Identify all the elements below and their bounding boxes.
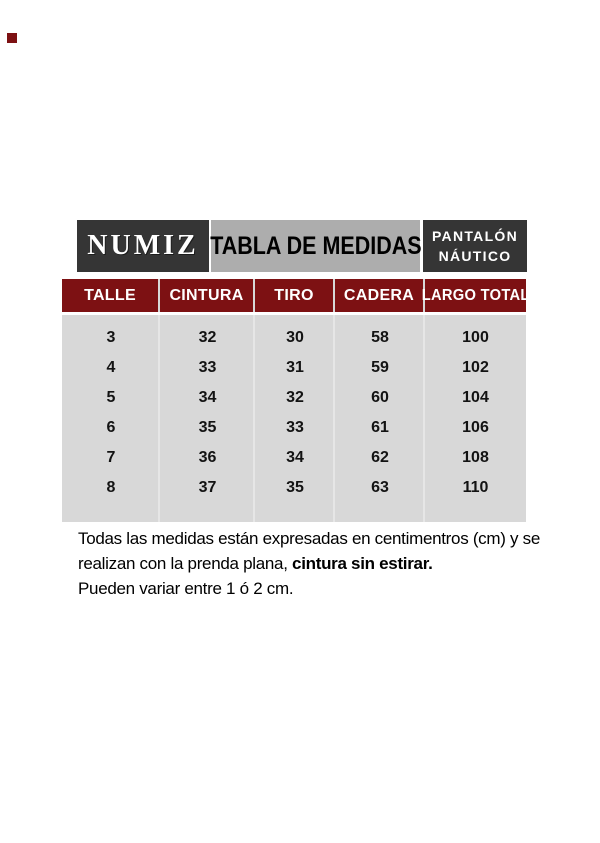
table-cell: 34 — [198, 389, 217, 406]
table-header-row — [62, 279, 530, 312]
table-cell: 35 — [286, 479, 304, 496]
table-row — [62, 413, 526, 443]
table-cell: 62 — [371, 449, 389, 466]
column-divider — [158, 315, 160, 522]
table-cell: 60 — [371, 389, 389, 406]
table-cell: 6 — [106, 419, 116, 436]
table-cell: 32 — [286, 389, 304, 406]
table-cell: 5 — [106, 389, 116, 406]
table-cell: 61 — [371, 419, 389, 436]
table-cell: 102 — [462, 359, 489, 376]
table-cell: 3 — [106, 329, 116, 346]
column-divider — [253, 315, 255, 522]
table-cell: 35 — [198, 419, 217, 436]
table-cell: 59 — [371, 359, 389, 376]
table-row — [62, 353, 526, 383]
table-row — [62, 383, 526, 413]
table-cell: 106 — [462, 419, 489, 436]
table-cell: 33 — [286, 419, 304, 436]
table-cell: 7 — [106, 449, 116, 466]
product-name-line2: NÁUTICO — [438, 248, 512, 264]
column-divider — [423, 315, 425, 522]
measurement-notes — [78, 526, 548, 601]
column-header-cintura: CINTURA — [160, 279, 255, 312]
table-cell: 36 — [198, 449, 217, 466]
chart-title: TABLA DE MEDIDAS — [209, 231, 422, 260]
table-cell: 104 — [462, 389, 489, 406]
table-cell: 33 — [198, 359, 217, 376]
column-divider — [333, 315, 335, 522]
table-cell: 34 — [286, 449, 304, 466]
table-row — [62, 473, 526, 503]
table-cell: 110 — [462, 479, 489, 496]
product-name-line1: PANTALÓN — [431, 228, 519, 244]
table-cell: 58 — [371, 329, 389, 346]
table-cell: 63 — [371, 479, 389, 496]
table-cell: 37 — [198, 479, 217, 496]
table-cell: 32 — [198, 329, 217, 346]
brand-logo-box — [77, 220, 209, 272]
table-cell: 100 — [462, 329, 489, 346]
note-line-3: Pueden variar entre 1 ó 2 cm. — [78, 579, 294, 598]
table-body — [62, 315, 526, 522]
table-row — [62, 323, 526, 353]
column-header-talle: TALLE — [62, 279, 160, 312]
product-name-box — [423, 220, 527, 272]
brand-name: NUMIZ — [87, 230, 199, 261]
table-cell: 31 — [286, 359, 304, 376]
column-header-cadera: CADERA — [335, 279, 425, 312]
note-line-2: realizan con la prenda plana, cintura sin estirar. — [78, 554, 433, 573]
table-row — [62, 443, 526, 473]
chart-title-box — [211, 220, 420, 272]
corner-mark — [7, 33, 17, 43]
column-header-tiro: TIRO — [255, 279, 335, 312]
table-cell: 4 — [106, 359, 116, 376]
note-bold-text: cintura sin estirar. — [292, 554, 433, 573]
table-cell: 108 — [462, 449, 489, 466]
table-cell: 30 — [286, 329, 304, 346]
note-line-1: Todas las medidas están expresadas en centimentros (cm) y se — [78, 529, 541, 548]
table-cell: 8 — [106, 479, 116, 496]
column-header-largo-total: LARGO TOTAL — [421, 286, 530, 304]
